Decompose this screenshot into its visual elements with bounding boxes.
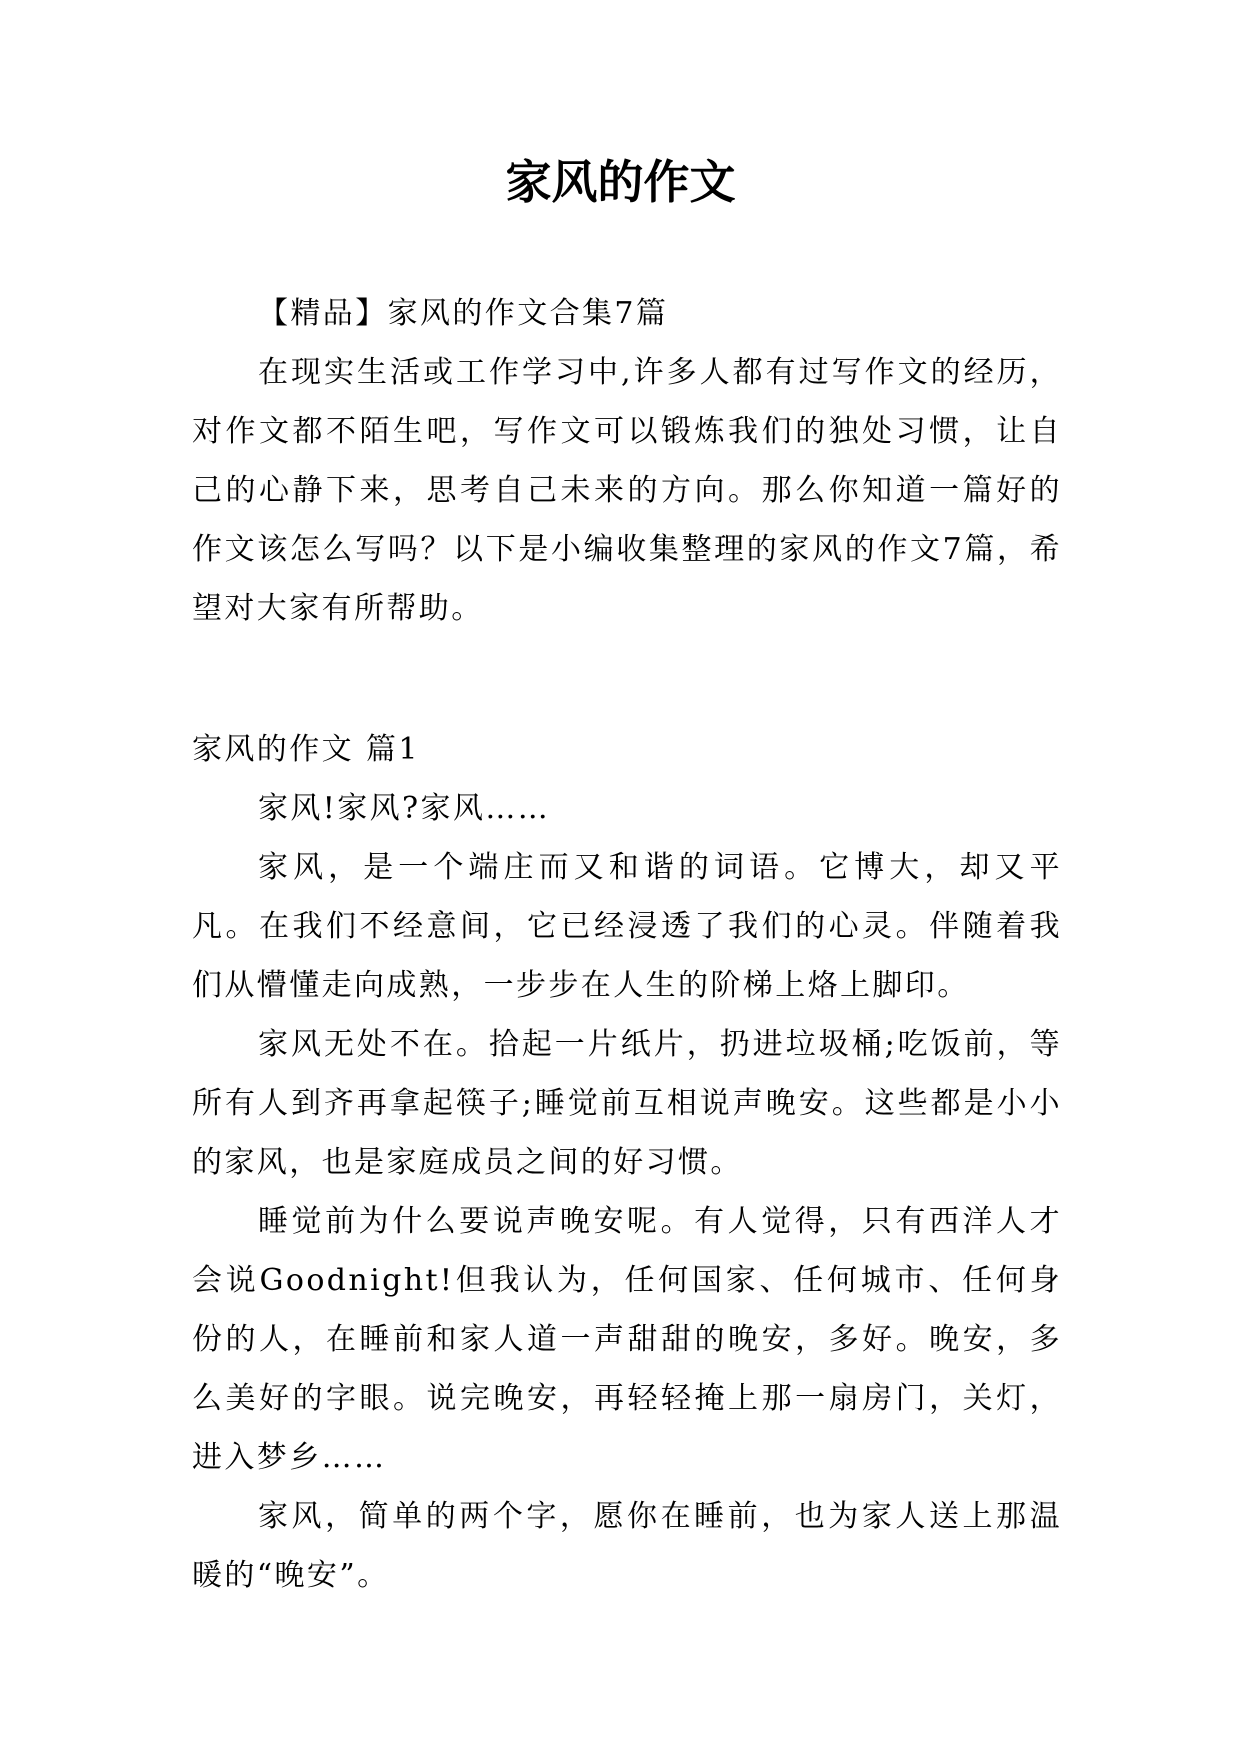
section-paragraph-4: 睡觉前为什么要说声晚安呢。有人觉得，只有西洋人才会说Goodnight!但我认为，任何国家、任何城市、任何身份的人，在睡前和家人道一声甜甜的晚安，多好。晚安，多么美好的字眼。说完晚安，再轻轻掩上那一扇房门，关灯，进入梦乡…… [192,1204,1062,1475]
intro-subtitle: 【精品】家风的作文合集7篇 [258,296,669,331]
section-paragraph-5: 家风，简单的两个字，愿你在睡前，也为家人送上那温暖的“晚安”。 [192,1499,1062,1593]
document-body [192,284,1062,1605]
section-paragraph-3: 家风无处不在。拾起一片纸片，扔进垃圾桶;吃饭前，等所有人到齐再拿起筷子;睡觉前互相说声晚安。这些都是小小的家风，也是家庭成员之间的好习惯。 [192,1027,1062,1180]
intro-paragraph: 在现实生活或工作学习中,许多人都有过写作文的经历，对作文都不陌生吧，写作文可以锻炼我们的独处习惯，让自己的心静下来，思考自己未来的方向。那么你知道一篇好的作文该怎么写吗？以下是小编收集整理的家风的作文7篇，希望对大家有所帮助。 [192,355,1062,626]
section-paragraph-2: 家风，是一个端庄而又和谐的词语。它博大，却又平凡。在我们不经意间，它已经浸透了我们的心灵。伴随着我们从懵懂走向成熟，一步步在人生的阶梯上烙上脚印。 [192,850,1062,1003]
section-heading: 家风的作文 篇1 [192,732,420,767]
document-title: 家风的作文 [505,155,736,209]
section-paragraph-1: 家风!家风?家风…… [258,791,551,826]
section-spacer [192,638,1062,720]
